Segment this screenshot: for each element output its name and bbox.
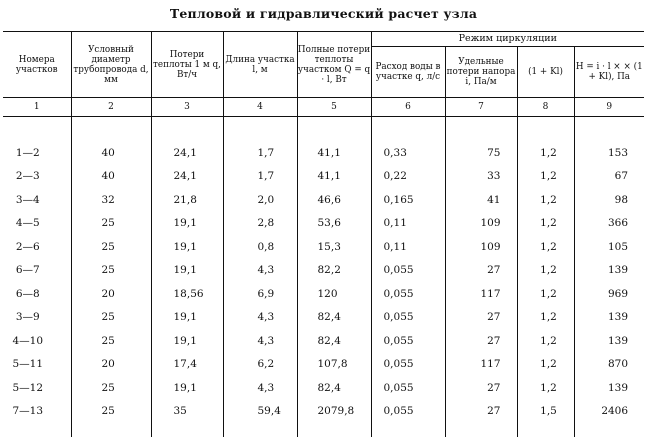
segment-cell: 2—6 [3,235,71,259]
specific-loss-cell: 27 [445,306,517,330]
flow-cell: 0,11 [371,212,445,236]
diameter-cell: 40 [71,117,151,165]
diameter-cell: 25 [71,376,151,400]
calc-table [3,31,644,437]
coefficient-cell: 1,2 [517,376,574,400]
heat-loss-per-m-cell: 19,1 [151,329,223,353]
column-number: 8 [517,98,574,117]
length-cell: 4,3 [223,329,297,353]
pressure-loss-cell: 2406 [574,400,644,437]
pressure-loss-cell: 139 [574,329,644,353]
length-cell: 0,8 [223,235,297,259]
column-number: 3 [151,98,223,117]
table-row [3,259,644,283]
heat-loss-per-m-cell: 19,1 [151,376,223,400]
pressure-loss-cell: 139 [574,376,644,400]
total-heat-loss-cell: 46,6 [297,188,371,212]
table-row [3,117,644,165]
specific-loss-cell: 117 [445,353,517,377]
length-cell: 4,3 [223,376,297,400]
diameter-cell: 20 [71,282,151,306]
heat-loss-per-m-cell: 24,1 [151,117,223,165]
pressure-loss-cell: 139 [574,259,644,283]
specific-loss-cell: 117 [445,282,517,306]
total-heat-loss-cell: 2079,8 [297,400,371,437]
diameter-cell: 40 [71,165,151,189]
total-heat-loss-cell: 107,8 [297,353,371,377]
length-cell: 4,3 [223,306,297,330]
diameter-cell: 25 [71,329,151,353]
flow-cell: 0,055 [371,306,445,330]
col-header-pressure-loss: H = i · l × × (1 + Kl), Па [574,47,644,98]
col-header-coefficient: (1 + Kl) [517,47,574,98]
total-heat-loss-cell: 15,3 [297,235,371,259]
group-header-circulation: Режим циркуляции [371,32,644,47]
coefficient-cell: 1,2 [517,306,574,330]
coefficient-cell: 1,2 [517,212,574,236]
table-row [3,400,644,437]
table-row [3,306,644,330]
flow-cell: 0,055 [371,376,445,400]
heat-loss-per-m-cell: 19,1 [151,212,223,236]
specific-loss-cell: 27 [445,376,517,400]
pressure-loss-cell: 870 [574,353,644,377]
flow-cell: 0,055 [371,259,445,283]
col-header-specific-loss: Удельные потери напора i, Па/м [445,47,517,98]
table-title: Тепловой и гидравлический расчет узла [0,6,647,21]
column-number: 2 [71,98,151,117]
pressure-loss-cell: 139 [574,306,644,330]
coefficient-cell: 1,5 [517,400,574,437]
flow-cell: 0,055 [371,282,445,306]
table-row [3,212,644,236]
length-cell: 2,0 [223,188,297,212]
column-number-row [3,98,644,117]
segment-cell: 1—2 [3,117,71,165]
length-cell: 6,9 [223,282,297,306]
segment-cell: 3—4 [3,188,71,212]
heat-loss-per-m-cell: 21,8 [151,188,223,212]
flow-cell: 0,055 [371,353,445,377]
specific-loss-cell: 75 [445,117,517,165]
col-header-diameter: Условный диаметр трубопровода d, мм [71,32,151,98]
flow-cell: 0,165 [371,188,445,212]
length-cell: 59,4 [223,400,297,437]
pressure-loss-cell: 969 [574,282,644,306]
total-heat-loss-cell: 41,1 [297,165,371,189]
flow-cell: 0,33 [371,117,445,165]
length-cell: 6,2 [223,353,297,377]
flow-cell: 0,055 [371,400,445,437]
segment-cell: 5—11 [3,353,71,377]
col-header-flow: Расход воды в участке q, л/с [371,47,445,98]
length-cell: 4,3 [223,259,297,283]
total-heat-loss-cell: 120 [297,282,371,306]
segment-cell: 5—12 [3,376,71,400]
heat-loss-per-m-cell: 19,1 [151,259,223,283]
specific-loss-cell: 41 [445,188,517,212]
total-heat-loss-cell: 82,4 [297,306,371,330]
diameter-cell: 32 [71,188,151,212]
diameter-cell: 25 [71,306,151,330]
coefficient-cell: 1,2 [517,188,574,212]
specific-loss-cell: 109 [445,212,517,236]
table-row [3,165,644,189]
specific-loss-cell: 27 [445,329,517,353]
column-number: 5 [297,98,371,117]
total-heat-loss-cell: 82,2 [297,259,371,283]
col-header-length: Длина участка l, м [223,32,297,98]
segment-cell: 6—7 [3,259,71,283]
heat-loss-per-m-cell: 35 [151,400,223,437]
table-body [3,117,644,437]
table-row [3,282,644,306]
segment-cell: 4—10 [3,329,71,353]
total-heat-loss-cell: 41,1 [297,117,371,165]
segment-cell: 4—5 [3,212,71,236]
pressure-loss-cell: 105 [574,235,644,259]
flow-cell: 0,055 [371,329,445,353]
col-header-heat-loss-per-m: Потери теплоты 1 м q, Вт/ч [151,32,223,98]
column-number: 9 [574,98,644,117]
heat-loss-per-m-cell: 19,1 [151,235,223,259]
diameter-cell: 25 [71,259,151,283]
total-heat-loss-cell: 53,6 [297,212,371,236]
segment-cell: 3—9 [3,306,71,330]
column-number: 4 [223,98,297,117]
coefficient-cell: 1,2 [517,165,574,189]
length-cell: 1,7 [223,117,297,165]
segment-cell: 7—13 [3,400,71,437]
coefficient-cell: 1,2 [517,353,574,377]
table-header [3,32,644,98]
heat-loss-per-m-cell: 17,4 [151,353,223,377]
heat-loss-per-m-cell: 24,1 [151,165,223,189]
pressure-loss-cell: 67 [574,165,644,189]
table-row [3,235,644,259]
flow-cell: 0,11 [371,235,445,259]
coefficient-cell: 1,2 [517,329,574,353]
pressure-loss-cell: 153 [574,117,644,165]
col-header-segments: Номера участков [3,32,71,98]
coefficient-cell: 1,2 [517,235,574,259]
diameter-cell: 25 [71,212,151,236]
specific-loss-cell: 27 [445,259,517,283]
pressure-loss-cell: 366 [574,212,644,236]
total-heat-loss-cell: 82,4 [297,376,371,400]
pressure-loss-cell: 98 [574,188,644,212]
column-number: 7 [445,98,517,117]
column-number: 6 [371,98,445,117]
length-cell: 2,8 [223,212,297,236]
diameter-cell: 25 [71,400,151,437]
segment-cell: 6—8 [3,282,71,306]
flow-cell: 0,22 [371,165,445,189]
specific-loss-cell: 33 [445,165,517,189]
heat-loss-per-m-cell: 18,56 [151,282,223,306]
table-row [3,353,644,377]
diameter-cell: 25 [71,235,151,259]
table-row [3,376,644,400]
table-row [3,188,644,212]
segment-cell: 2—3 [3,165,71,189]
col-header-total-heat-loss: Полные потери теплоты участком Q = q · l, Вт [297,32,371,98]
diameter-cell: 20 [71,353,151,377]
heat-loss-per-m-cell: 19,1 [151,306,223,330]
coefficient-cell: 1,2 [517,117,574,165]
specific-loss-cell: 109 [445,235,517,259]
total-heat-loss-cell: 82,4 [297,329,371,353]
coefficient-cell: 1,2 [517,282,574,306]
coefficient-cell: 1,2 [517,259,574,283]
length-cell: 1,7 [223,165,297,189]
table-row [3,329,644,353]
specific-loss-cell: 27 [445,400,517,437]
column-number: 1 [3,98,71,117]
